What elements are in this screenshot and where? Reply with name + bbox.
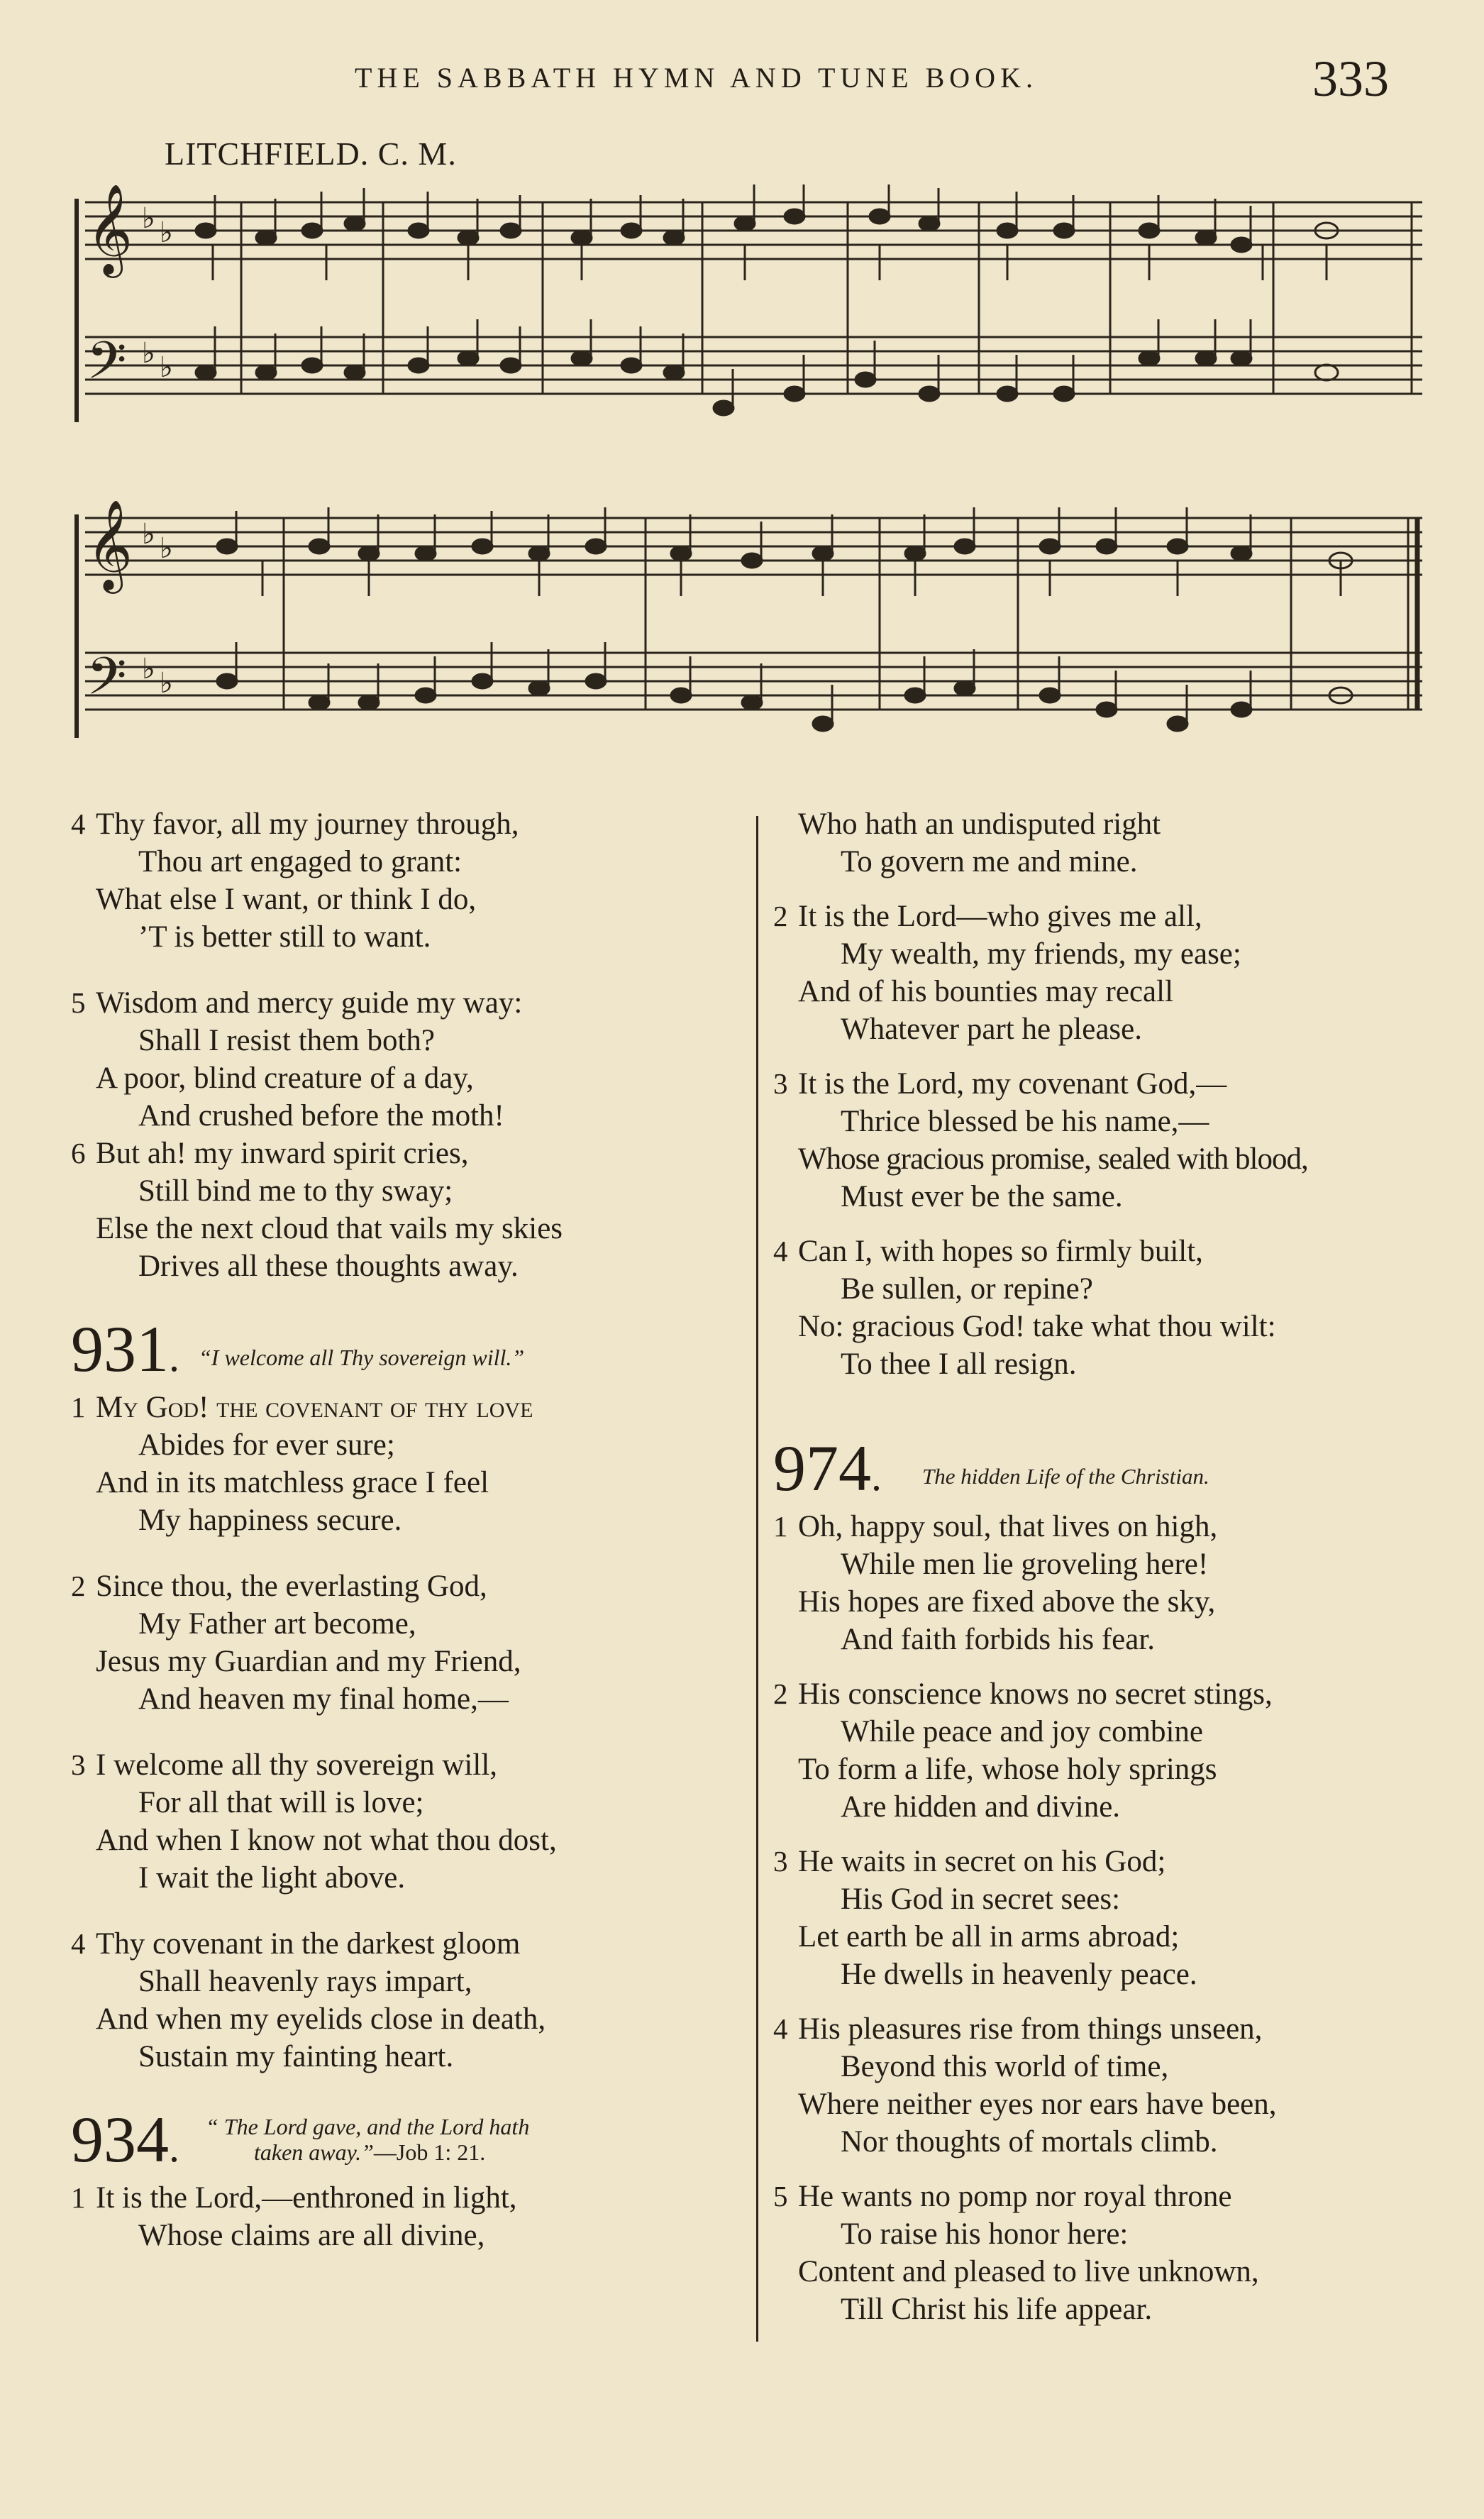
verse-line: But ah! my inward spirit cries, <box>96 1137 469 1170</box>
verse-line: Sustain my fainting heart. <box>138 2040 454 2073</box>
stanza-number: 4 <box>71 1927 86 1960</box>
stanza-number: 1 <box>71 1391 86 1423</box>
stanza-number: 3 <box>773 1067 788 1100</box>
verse-line: No: gracious God! take what thou wilt: <box>798 1310 1276 1343</box>
verse-line: For all that will is love; <box>138 1786 424 1819</box>
left-column <box>71 805 738 2283</box>
verse-line: It is the Lord—who gives me all, <box>798 900 1202 933</box>
stanza <box>773 2178 1454 2328</box>
stanza <box>773 2010 1454 2161</box>
stanza-number: 4 <box>773 1235 788 1267</box>
verse-line: Are hidden and divine. <box>841 1790 1121 1824</box>
verse-line: I welcome all thy sovereign will, <box>96 1748 498 1782</box>
verse-line: While peace and joy combine <box>841 1715 1204 1748</box>
hymn-934-heading <box>71 2104 738 2175</box>
verse-line: And when my eyelids close in death, <box>96 2002 546 2036</box>
verse-line: Shall I resist them both? <box>138 1024 435 1057</box>
verse-line: Whose claims are all divine, <box>138 2219 485 2252</box>
verse-line: And in its matchless grace I feel <box>96 1466 489 1499</box>
stanza <box>71 2179 738 2254</box>
stanza <box>71 1135 738 1285</box>
verse-line: To form a life, whose holy springs <box>798 1753 1217 1786</box>
verse-line: Content and pleased to live unknown, <box>798 2255 1259 2288</box>
verse-line: He wants no pomp nor royal throne <box>798 2180 1232 2213</box>
verse-line: It is the Lord, my covenant God,— <box>798 1067 1227 1101</box>
verse-line: To thee I all resign. <box>841 1347 1077 1381</box>
stanza <box>773 1508 1454 1658</box>
stanza-number: 3 <box>773 1845 788 1878</box>
verse-line: It is the Lord,—enthroned in light, <box>96 2181 517 2215</box>
stanza-number: 4 <box>773 2012 788 2045</box>
hymn-motto: The hidden Life of the Christian. <box>922 1464 1209 1489</box>
verse-line: Drives all these thoughts away. <box>138 1250 519 1283</box>
verse-line: Abides for ever sure; <box>138 1428 395 1462</box>
stanza <box>71 805 738 956</box>
stanza <box>71 1567 738 1718</box>
verse-line: Be sullen, or repine? <box>841 1272 1093 1306</box>
hymn-motto-line-1: “ The Lord gave, and the Lord hath <box>206 2114 530 2139</box>
hymn-number: 934. <box>71 2103 179 2176</box>
svg-text:♭: ♭ <box>160 532 173 565</box>
verse-line: Must ever be the same. <box>841 1180 1123 1213</box>
stanza-number: 5 <box>71 986 86 1019</box>
svg-text:♭: ♭ <box>142 337 155 370</box>
column-divider <box>756 816 758 2342</box>
hymn-motto-line-2 <box>254 2139 485 2165</box>
stanza <box>71 1746 738 1897</box>
running-title: THE SABBATH HYMN AND TUNE BOOK. <box>355 62 1038 94</box>
hymn-974-heading <box>773 1433 1454 1504</box>
svg-text:𝄢: 𝄢 <box>87 330 127 403</box>
verse-line: His hopes are fixed above the sky, <box>798 1585 1216 1619</box>
stanza-number: 1 <box>71 2181 86 2214</box>
verse-line: He waits in secret on his God; <box>798 1845 1166 1878</box>
svg-text:𝄢: 𝄢 <box>87 646 127 719</box>
verse-line: My Father art become, <box>138 1607 416 1641</box>
verse-line: His God in secret sees: <box>841 1883 1121 1916</box>
hymn-number-text: 931 <box>71 1313 169 1385</box>
stanza <box>773 1843 1454 1993</box>
stanza <box>773 1065 1454 1216</box>
svg-text:♭: ♭ <box>142 202 155 235</box>
verse-line: Wisdom and mercy guide my way: <box>96 986 523 1020</box>
verse-line: Whatever part he please. <box>841 1013 1142 1046</box>
verse-line: Oh, happy soul, that lives on high, <box>798 1510 1218 1543</box>
verse-line: ’T is better still to want. <box>138 920 431 954</box>
verse-line: Still bind me to thy sway; <box>138 1174 453 1208</box>
svg-text:♭: ♭ <box>160 667 173 700</box>
stanza-number: 5 <box>773 2180 788 2212</box>
stanza <box>773 1233 1454 1383</box>
verse-line: Jesus my Guardian and my Friend, <box>96 1645 521 1678</box>
svg-text:♭: ♭ <box>160 351 173 384</box>
verse-line: What else I want, or think I do, <box>96 883 477 916</box>
score-staves-2 <box>71 497 1433 752</box>
verse-line-rest: y God! the covenant of thy love <box>123 1391 533 1424</box>
verse-line: To raise his honor here: <box>841 2217 1129 2251</box>
stanza-number: 4 <box>71 807 86 840</box>
page-number: 333 <box>1312 50 1389 107</box>
verse-line: My wealth, my friends, my ease; <box>841 937 1241 971</box>
verse-line: Where neither eyes nor ears have been, <box>798 2088 1277 2121</box>
verse-line: To govern me and mine. <box>841 845 1138 878</box>
svg-text:♭: ♭ <box>142 653 155 685</box>
verse-line: His pleasures rise from things unseen, <box>798 2012 1263 2046</box>
verse-line: Else the next cloud that vails my skies <box>96 1212 563 1245</box>
verse-line: And of his bounties may recall <box>798 975 1174 1008</box>
verse-line: And crushed before the moth! <box>138 1099 504 1132</box>
verse-line: My happiness secure. <box>138 1504 402 1537</box>
verse-line: Let earth be all in arms abroad; <box>798 1920 1180 1953</box>
stanza <box>773 898 1454 1048</box>
music-score-system-1 <box>71 181 1433 436</box>
verse-line: Thou art engaged to grant: <box>138 845 463 878</box>
stanza-number: 2 <box>71 1570 86 1602</box>
scripture-reference: —Job 1: 21. <box>373 2139 486 2165</box>
stanza-number: 3 <box>71 1748 86 1781</box>
verse-line: Beyond this world of time, <box>841 2050 1169 2083</box>
right-column <box>773 805 1454 2357</box>
stanza <box>71 1925 738 2076</box>
stanza <box>71 1389 738 1539</box>
score-staves-1 <box>71 181 1433 436</box>
verse-line: While men lie groveling here! <box>841 1548 1209 1581</box>
verse-line: And when I know not what thou dost, <box>96 1824 557 1857</box>
verse-line: Thy covenant in the darkest gloom <box>96 1927 521 1961</box>
motto-text: taken away.” <box>254 2139 374 2165</box>
stanza-continued <box>773 805 1454 881</box>
stanza <box>71 984 738 1135</box>
drop-cap: M <box>96 1391 123 1424</box>
tune-title: LITCHFIELD. C. M. <box>165 136 457 172</box>
svg-text:𝄞: 𝄞 <box>87 499 133 590</box>
stanza <box>773 1675 1454 1826</box>
verse-line: Thy favor, all my journey through, <box>96 807 519 841</box>
verse-line: And heaven my final home,— <box>138 1682 509 1716</box>
verse-line: Nor thoughts of mortals climb. <box>841 2125 1218 2159</box>
hymn-number-text: 974 <box>773 1432 871 1504</box>
hymn-number-text: 934 <box>71 2103 169 2176</box>
music-score-system-2 <box>71 497 1433 752</box>
verse-line: Can I, with hopes so firmly built, <box>798 1235 1203 1268</box>
stanza-number: 6 <box>71 1137 86 1169</box>
verse-line: He dwells in heavenly peace. <box>841 1958 1197 1991</box>
verse-line: Who hath an undisputed right <box>798 807 1161 841</box>
svg-text:𝄞: 𝄞 <box>87 183 133 274</box>
svg-text:♭: ♭ <box>142 518 155 551</box>
verse-line: His conscience knows no secret stings, <box>798 1677 1273 1711</box>
verse-line: Thrice blessed be his name,— <box>841 1105 1209 1138</box>
verse-line: And faith forbids his fear. <box>841 1623 1156 1656</box>
stanza-number: 2 <box>773 1677 788 1710</box>
verse-line-first <box>71 1389 738 1426</box>
hymn-number: 931. <box>71 1313 179 1385</box>
hymn-motto: “I welcome all Thy sovereign will.” <box>199 1345 525 1370</box>
svg-text:♭: ♭ <box>160 216 173 249</box>
verse-line: I wait the light above. <box>138 1861 406 1895</box>
verse-line: Shall heavenly rays impart, <box>138 1965 472 1998</box>
verse-line: A poor, blind creature of a day, <box>96 1062 474 1095</box>
stanza-number: 1 <box>773 1510 788 1543</box>
stanza-number: 2 <box>773 900 788 932</box>
verse-line: Till Christ his life appear. <box>841 2293 1153 2326</box>
hymn-number: 974. <box>773 1432 882 1504</box>
hymn-931-heading <box>71 1313 738 1384</box>
verse-line: Whose gracious promise, sealed with blood, <box>798 1142 1308 1176</box>
verse-line: Since thou, the everlasting God, <box>96 1570 487 1603</box>
